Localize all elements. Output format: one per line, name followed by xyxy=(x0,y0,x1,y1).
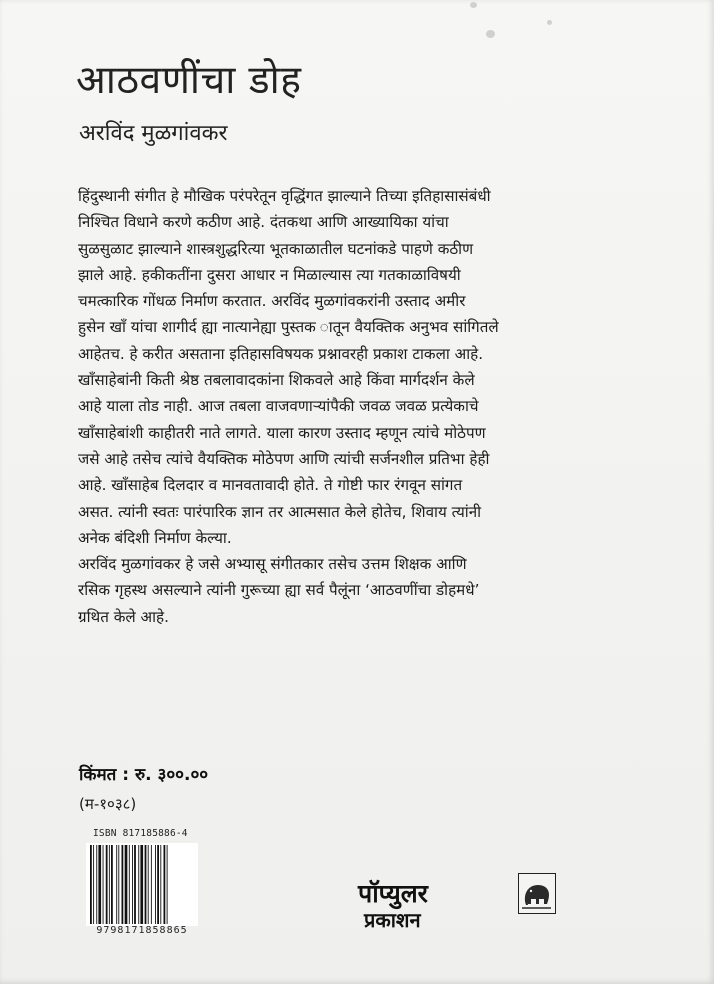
barcode-bar xyxy=(116,845,117,924)
blurb-line: निश्चित विधाने करणे कठीण आहे. दंतकथा आणि आख्यायिका यांचा xyxy=(78,213,449,232)
barcode-bar xyxy=(93,845,94,924)
blurb-line: आहे. खाँसाहेब दिलदार व मानवतावादी होते. ते गोष्टी फार रंगवून सांगत xyxy=(78,476,463,495)
barcode xyxy=(86,843,198,926)
barcode-bar xyxy=(90,845,92,924)
publisher-name: पॉप्युलर xyxy=(358,879,428,908)
barcode-bar xyxy=(160,845,161,924)
catalog-code: (म-१०३८) xyxy=(79,795,137,813)
blurb-line: अरविंद मुळगांवकर हे जसे अभ्यासू संगीतकार तसेच उत्तम शिक्षक आणि xyxy=(78,555,467,574)
barcode-bar xyxy=(111,845,113,924)
barcode-bar xyxy=(151,845,152,924)
blurb-line: चमत्कारिक गोंधळ निर्माण करतात. अरविंद मुळगांवकरांनी उस्ताद अमीर xyxy=(78,292,466,311)
blurb-line: आहेतच. हे करीत असताना इतिहासविषयक प्रश्नावरही प्रकाश टाकला आहे. xyxy=(78,344,484,363)
barcode-bar xyxy=(129,845,130,924)
barcode-bars xyxy=(86,843,198,926)
blurb-line: आहे याला तोड नाही. आज तबला वाजवणाऱ्यांपैकी जवळ जवळ प्रत्येकाचे xyxy=(78,397,479,416)
blurb-line: अनेक बंदिशी निर्माण केल्या. xyxy=(78,528,232,547)
price-label: किंमत : रु. ३००.०० xyxy=(79,765,209,785)
blurb-line: रसिक गृहस्थ असल्याने त्यांनी गुरूच्या ह्या सर्व पैलूंना ‘आठवणींचा डोहमधे’ xyxy=(78,581,480,600)
book-author: अरविंद मुळगांवकर xyxy=(79,121,228,146)
barcode-bar xyxy=(140,845,143,924)
blurb-line: झाले आहे. हकीकतींना दुसरा आधार न मिळाल्यास त्या गतकाळाविषयी xyxy=(78,265,461,284)
elephant-icon-shape xyxy=(519,874,554,912)
blurb-line: जसे आहे तसेच त्यांचे वैयक्तिक मोठेपण आणि त्यांची सर्जनशील प्रतिभा हेही xyxy=(78,449,490,468)
paper-speck xyxy=(486,30,495,38)
paper-speck xyxy=(470,2,477,8)
barcode-bar xyxy=(148,845,149,924)
blurb-line: हिंदुस्थानी संगीत हे मौखिक परंपरेतून वृद्धिंगत झाल्याने तिच्या इतिहासासंबंधी xyxy=(78,187,491,205)
blurb-line: असत. त्यांनी स्वतः पारंपारिक ज्ञान तर आत्मसात केले होतेच, शिवाय त्यांनी xyxy=(78,502,482,521)
barcode-bar xyxy=(109,845,110,924)
barcode-bar xyxy=(106,845,108,924)
barcode-bar xyxy=(138,845,139,924)
blurb-text xyxy=(78,183,623,630)
barcode-number: 9798171858865 xyxy=(96,925,188,936)
barcode-bar xyxy=(145,845,147,924)
barcode-bar xyxy=(98,845,101,924)
blurb-line: ग्रथित केले आहे. xyxy=(78,607,169,626)
book-title: आठवणींचा डोह xyxy=(76,58,302,103)
publisher-subtitle: प्रकाशन xyxy=(364,908,421,932)
barcode-bar xyxy=(122,845,124,924)
barcode-bar xyxy=(164,845,166,924)
barcode-bar xyxy=(134,845,136,924)
barcode-bar xyxy=(103,845,104,924)
barcode-bar xyxy=(125,845,128,924)
barcode-bar xyxy=(155,845,156,924)
blurb-line: खाँसाहेबांशी काहीतरी नाते लागते. याला कारण उस्ताद म्हणून त्यांचे मोठेपण xyxy=(78,423,486,442)
barcode-bar xyxy=(96,845,97,924)
barcode-bar xyxy=(157,845,159,924)
barcode-bar xyxy=(167,845,168,924)
barcode-bar xyxy=(118,845,119,924)
blurb-line: हुसेन खाँ यांचा शागीर्द ह्या नात्यानेह्या पुस्तक ातून वैयक्तिक अनुभव सांगितले xyxy=(78,318,499,337)
blurb-line: सुळसुळाट झाल्याने शास्त्रशुद्धरित्या भूतकाळातील घटनांकडे पाहणे कठीण xyxy=(78,239,474,258)
isbn-label: ISBN 817185886-4 xyxy=(93,828,188,839)
paper-speck xyxy=(547,20,552,25)
barcode-bar xyxy=(132,845,133,924)
elephant-icon xyxy=(518,873,556,914)
blurb-line: खाँसाहेबांनी किती श्रेष्ठ तबलावादकांना शिकवले आहे किंवा मार्गदर्शन केले xyxy=(78,371,475,390)
